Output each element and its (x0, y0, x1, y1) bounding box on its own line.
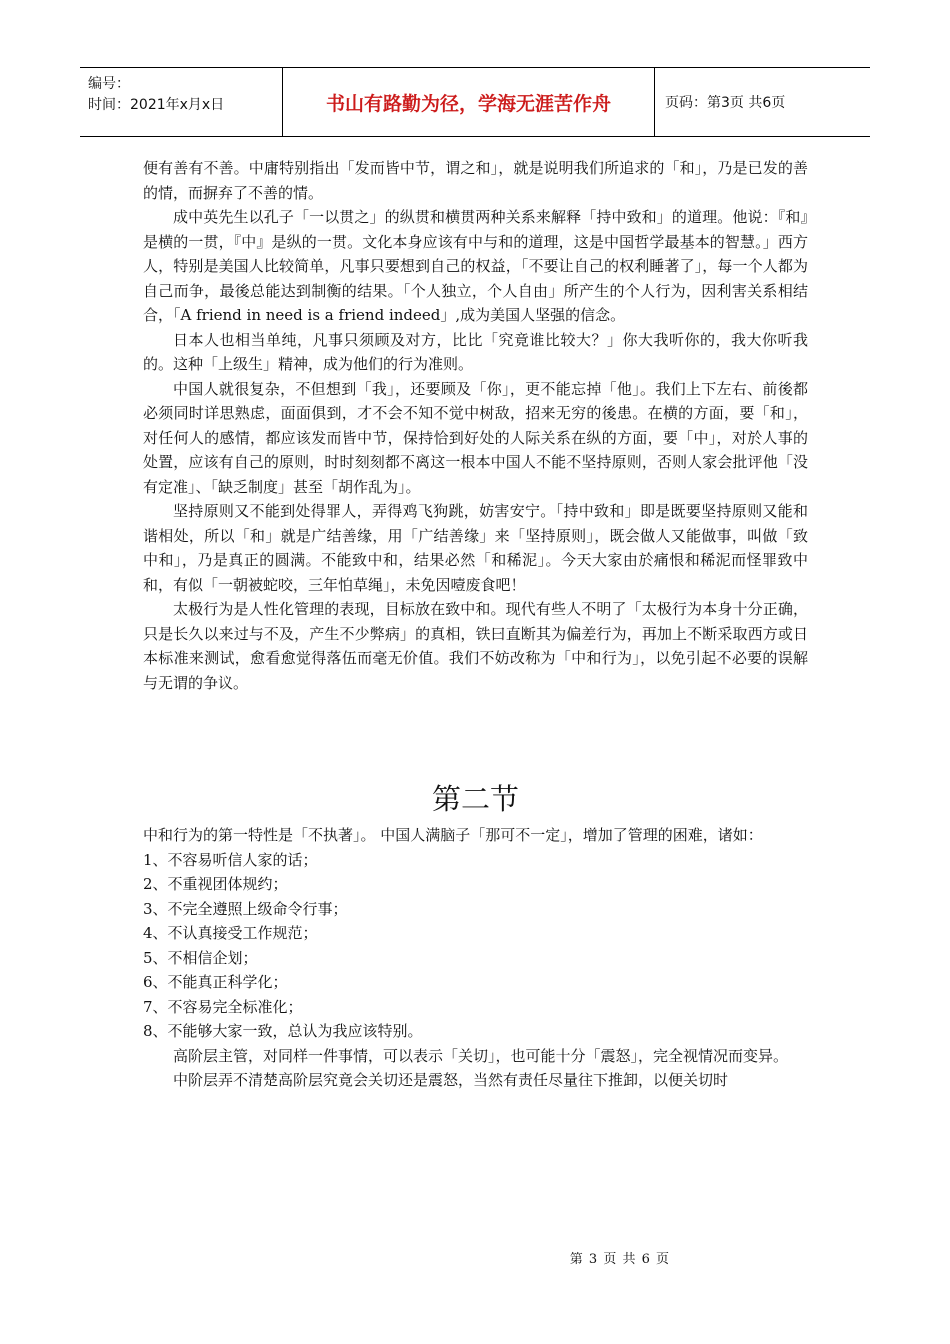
list-item: 8、不能够大家一致，总认为我应该特别。 (143, 1022, 423, 1040)
paragraph: 中国人就很复杂，不但想到「我」，还要顾及「你」，更不能忘掉「他」。我们上下左右、前後都必须同时详思熟虑，面面俱到，才不会不知不觉中树敌，招来无穷的後患。在横的方面，要「和」，对任何人的感情，都应该发而皆中节，保持恰到好处的人际关系在纵的方面，要「中」，对於人事的处置，应该有自己的原则，时时刻刻都不离这一根本中国人不能不坚持原则，否则人家会批评他「没有定准」、「缺乏制度」甚至「胡作乱为」。 (143, 379, 808, 496)
paragraph: 坚持原则又不能到处得罪人，弄得鸡飞狗跳，妨害安宁。「持中致和」即是既要坚持原则又能和谐相处，所以「和」就是广结善缘，用「广结善缘」来「坚持原则」，既会做人又能做事，叫做「致中和」，乃是真正的圆满。不能致中和，结果必然「和稀泥」。今天大家由於痛恨和稀泥而怪罪致中和，有似「一朝被蛇咬，三年怕草绳」，未免因噎废食吧！ (143, 502, 808, 594)
paragraph: 高阶层主管，对同样一件事情，可以表示「关切」，也可能十分「震怒」，完全视情况而变异。 (173, 1046, 789, 1065)
list-item: 4、不认真接受工作规范； (143, 924, 318, 942)
header-motto: 书山有路勤为径，学海无涯苦作舟 (283, 68, 655, 136)
section-intro: 中和行为的第一特性是「不执著」。 中国人满脑子「那可不一定」，增加了管理的困难，诸如： (143, 826, 763, 844)
page-footer: 第 3 页 共 6 页 (569, 1252, 670, 1267)
doc-code-label: 编号： (88, 76, 130, 92)
list-item: 3、不完全遵照上级命令行事； (143, 899, 348, 918)
section-title: 第二节 (431, 782, 519, 816)
document-body (143, 156, 808, 1093)
paragraph: 中阶层弄不清楚高阶层究竟会关切还是震怒，当然有责任尽量往下推卸，以便关切时 (173, 1071, 729, 1089)
list-item: 2、不重视团体规约； (143, 875, 288, 893)
header-page-number: 页码：第3页 共6页 (665, 95, 786, 111)
list-item: 6、不能真正科学化； (143, 973, 288, 991)
doc-date-label: 时间：2021年x月x日 (88, 97, 225, 113)
header-meta (80, 68, 283, 136)
page-header (80, 67, 870, 137)
paragraph: 日本人也相当单纯，凡事只须顾及对方，比比「究竟谁比较大？」你大我听你的，我大你听我的。这种「上级生」精神，成为他们的行为准则。 (143, 330, 808, 373)
paragraph: 便有善有不善。中庸特别指出「发而皆中节，谓之和」，就是说明我们所追求的「和」，乃是已发的善的情，而摒弃了不善的情。 (143, 159, 808, 202)
list-item: 1、不容易听信人家的话； (143, 850, 318, 869)
paragraph: 成中英先生以孔子「一以贯之」的纵贯和横贯两种关系来解释「持中致和」的道理。他说：『和』是横的一贯，『中』是纵的一贯。文化本身应该有中与和的道理，这是中国哲学最基本的智慧。」西方人，特别是美国人比较简单，凡事只要想到自己的权益，「不要让自己的权利睡著了」，每一个人都为自己而争，最後总能达到制衡的结果。「个人独立，个人自由」所产生的个人行为，因利害关系相结合，「A friend in need is a friend indeed」,成为美国人坚强的信念。 (143, 208, 808, 324)
list-item: 5、不相信企划； (143, 948, 258, 967)
list-item: 7、不容易完全标准化； (143, 997, 303, 1016)
paragraph: 太极行为是人性化管理的表现，目标放在致中和。现代有些人不明了「太极行为本身十分正确，只是长久以来过与不及，产生不少弊病」的真相，铁曰直断其为偏差行为，再加上不断采取西方或日本标准来测试，愈看愈觉得落伍而毫无价值。我们不妨改称为「中和行为」，以免引起不必要的误解与无谓的争议。 (143, 600, 808, 692)
